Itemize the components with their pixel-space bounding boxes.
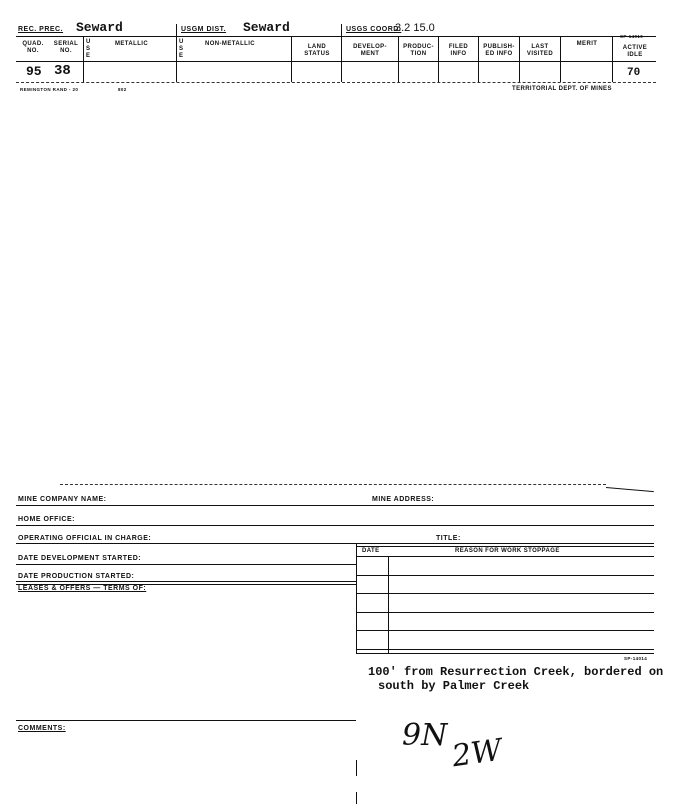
location-note-line1: 100' from Resurrection Creek, bordered on	[368, 665, 664, 679]
col-non-metallic: NON-METALLIC	[205, 41, 256, 47]
quad-value: 95	[26, 64, 42, 79]
usgm-dist-label: USGM DIST.	[181, 26, 227, 33]
date-development-label: DATE DEVELOPMENT STARTED:	[18, 555, 142, 562]
col-filed-info: FILED INFO	[448, 44, 469, 57]
col-metallic: METALLIC	[115, 41, 149, 47]
rec-prec-label: REC. PREC.	[18, 26, 64, 33]
date-production-label: DATE PRODUCTION STARTED:	[18, 573, 135, 580]
mine-company-name-label: MINE COMPANY NAME:	[18, 496, 107, 503]
title-label: TITLE:	[436, 535, 461, 542]
serial-value: 38	[54, 63, 71, 79]
col-use-right: U S E	[179, 39, 184, 59]
col-quad-no: QUAD. NO.	[22, 41, 44, 54]
col-last-visited: LAST VISITED	[526, 44, 554, 57]
usgs-coord-label: USGS COORD.	[346, 26, 402, 33]
col-merit: MERIT	[576, 41, 598, 47]
reason-column-header: REASON FOR WORK STOPPAGE	[455, 548, 560, 554]
comments-label: COMMENTS:	[18, 725, 66, 732]
col-published-info: PUBLISH- ED INFO	[483, 44, 515, 57]
department-name: TERRITORIAL DEPT. OF MINES	[512, 86, 612, 92]
date-column-header: DATE	[362, 548, 380, 554]
col-serial-no: SERIAL NO.	[53, 41, 79, 54]
form-number-top: SP-14010	[620, 34, 644, 39]
col-active-idle: ACTIVE IDLE	[622, 45, 648, 58]
col-production: PRODUC- TION	[403, 44, 434, 57]
active-value: 70	[627, 67, 641, 79]
printer-credit: REMINGTON RAND - 20	[20, 87, 79, 92]
rec-prec-value: Seward	[76, 20, 123, 35]
home-office-label: HOME OFFICE:	[18, 516, 75, 523]
handwritten-township: 9N	[402, 718, 448, 753]
location-note-line2: south by Palmer Creek	[378, 679, 530, 693]
printer-code: 802	[118, 87, 127, 92]
handwritten-range: 2W	[449, 732, 505, 775]
form-number-bottom: SP-14014	[624, 656, 648, 661]
operating-official-label: OPERATING OFFICIAL IN CHARGE:	[18, 535, 152, 542]
usgs-coord-value: 3.2 15.0	[395, 22, 435, 34]
col-development: DEVELOP- MENT	[353, 44, 387, 57]
mine-address-label: MINE ADDRESS:	[372, 496, 435, 503]
col-land-status: LAND STATUS	[304, 44, 330, 57]
usgm-dist-value: Seward	[243, 20, 290, 35]
leases-offers-label: LEASES & OFFERS — TERMS OF:	[18, 585, 147, 592]
col-use-left: U S E	[86, 39, 91, 59]
